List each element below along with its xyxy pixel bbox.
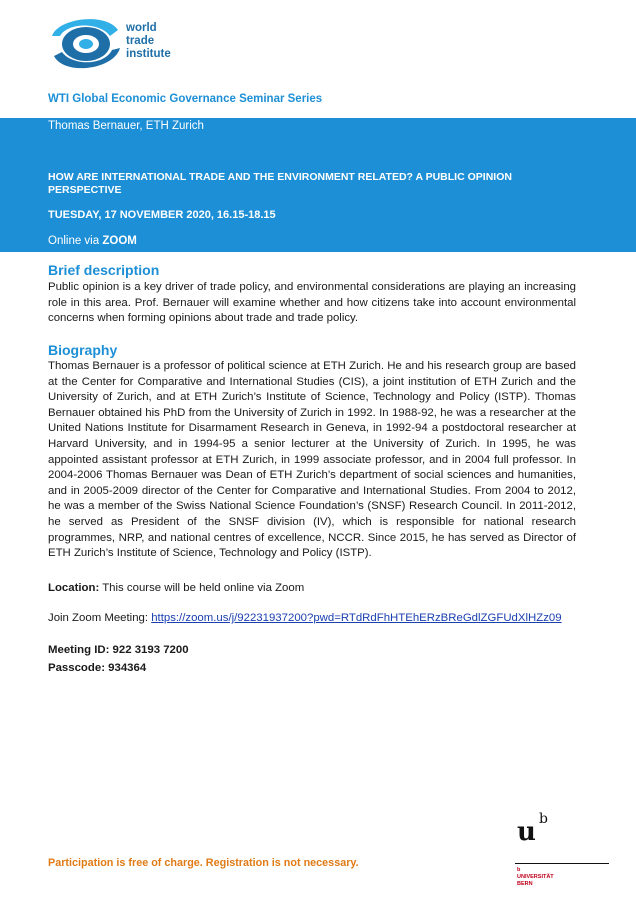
brief-description-text: Public opinion is a key driver of trade policy, and environmental considerations are playing an increasing role in this area. Prof. Bernauer will examine whether and how citizens take into account environmental concerns when forming opinions about trade and trade policy. (48, 281, 576, 325)
location-text: This course will be held online via Zoom (99, 582, 305, 594)
brief-description-heading: Brief description (48, 262, 160, 278)
participation-note: Participation is free of charge. Registration is not necessary. (48, 857, 359, 869)
online-platform: ZOOM (102, 235, 137, 247)
biography-text: Thomas Bernauer is a professor of political science at ETH Zurich. He and his research group are based at the Center for Comparative and International Studies (CIS), a joint institution of ETH Zurich and the University of Zurich, and at ETH Zurich’s Institute of Science, Technology and Policy (ISTP). Thomas Bernauer obtained his PhD from the University of Zurich in 1992. In 1988-92, he was a researcher at the United Nations Institute for Disarmament Research in Geneva, in 1992-94 a postdoctoral researcher at Harvard University, and in 1994-95 a senior lecturer at the University of Zurich. In 1995, he was appointed assistant professor at ETH Zurich, in 1999 associate professor, and in 2004 full professor. In 2004-2006 Thomas Bernauer was Dean of ETH Zurich’s department of social sciences and humanities, and in 2005-2009 director of the Center for Comparative and International Studies. From 2004 to 2012, he was a member of the Swiss National Science Foundation’s (SNSF) Research Council. In 2011-2012, he served as President of the SNSF division (IV), which is responsible for national research programmes, NRP, and national centres of excellence, NCCR. Since 2015, he has served as Director of ETH Zurich’s Institute of Science, Technology and Policy (ISTP). (48, 360, 576, 560)
ub-text (517, 867, 554, 888)
online-prefix: Online via (48, 235, 103, 247)
zoom-label: Join Zoom Meeting: (48, 612, 152, 624)
location-label: Location: (48, 582, 100, 594)
biography-heading: Biography (48, 342, 118, 358)
logo-text-institute: institute (126, 48, 171, 60)
ub-divider (515, 863, 609, 864)
wti-logo-icon (48, 14, 124, 74)
ub-text-bern: BERN (517, 881, 533, 887)
event-banner (0, 118, 636, 252)
university-of-bern-logo (515, 811, 611, 897)
meeting-id (48, 644, 189, 656)
series-title: WTI Global Economic Governance Seminar Series (48, 93, 323, 105)
event-title: HOW ARE INTERNATIONAL TRADE AND THE ENVIRONMENT RELATED? A PUBLIC OPINION PERSPECTIVE (48, 171, 512, 196)
location-line (48, 582, 304, 594)
event-online (48, 235, 137, 247)
zoom-link[interactable]: https://zoom.us/j/92231937200?pwd=RTdRdFhHTEhERzBReGdlZGFUdXlHZz09 (151, 612, 562, 624)
passcode (48, 662, 146, 674)
speaker-name: Thomas Bernauer, ETH Zurich (48, 120, 204, 132)
meeting-id-text: Meeting ID: 922 3193 7200 (48, 644, 189, 656)
wti-logo-text (126, 22, 171, 61)
ub-superscript: b (539, 811, 548, 827)
ub-mark: u (517, 817, 536, 847)
logo-text-world: world (126, 22, 157, 34)
wti-logo (48, 14, 208, 78)
event-date: TUESDAY, 17 NOVEMBER 2020, 16.15-18.15 (48, 209, 276, 221)
logo-text-trade: trade (126, 35, 155, 47)
ub-text-b: b (517, 867, 521, 873)
passcode-text: Passcode: 934364 (48, 662, 147, 674)
zoom-line (48, 612, 562, 624)
ub-text-universitat: UNIVERSITÄT (517, 874, 554, 880)
